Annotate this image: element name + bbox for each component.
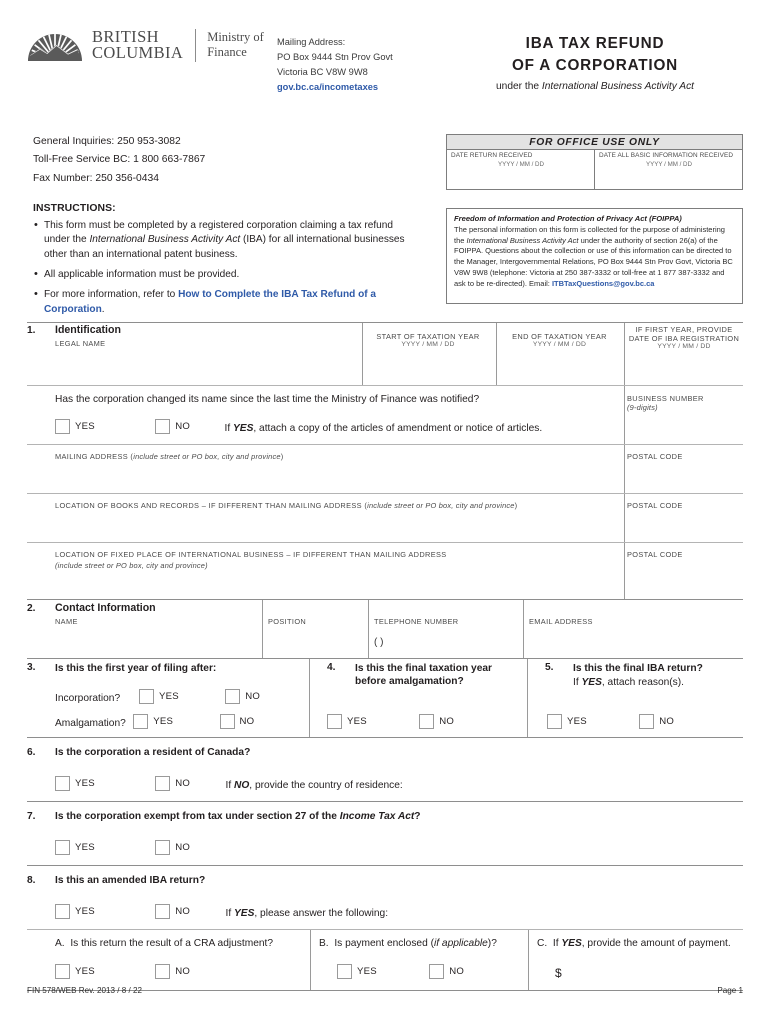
logo-line-british: BRITISH [92,27,159,47]
section-4-title-line-1: Is this the final taxation year [355,663,493,674]
section-8-yes-label: YES [75,906,95,918]
mailing-address-block [277,35,393,95]
section-8-note-emphasis: YES [234,908,255,919]
section-6-answer-group [55,775,403,793]
section-8a-yes-option[interactable] [55,963,95,981]
website-link[interactable]: gov.bc.ca/incometaxes [277,82,379,93]
business-number-label: BUSINESS NUMBER [627,394,704,403]
foippa-text-b: under the authority of section 26(a) of the FOIPPA. Questions about the collection or use of this information can be directed to the Manager, Intergovernmental Relations, PO Box 9444 Stn Prov Govt, Victoria BC V8W 9W8 (telephone: Victoria at 250 387-3332 or toll-free at 1 877 387-3332 and ask to be re-directed). Email: [454,235,733,288]
section-5-no-label: NO [659,716,675,728]
section-2-title: Contact Information [55,602,156,614]
form-body [27,322,743,991]
dollar-sign: $ [555,966,562,980]
section-5-yes-label: YES [567,716,587,728]
checkbox-icon[interactable] [547,714,562,729]
foippa-heading: Freedom of Information and Protection of Privacy Act (FOIPPA) [454,214,682,223]
start-taxation-year-field[interactable] [363,332,493,348]
general-inquiries: General Inquiries: 250 953-3082 [33,136,181,147]
section-1-title: Identification [55,324,121,336]
section-2-number: 2. [27,603,36,614]
section-3-amalgamation-row [55,713,254,731]
logo-divider [195,29,196,62]
ministry-line-2: Finance [207,45,247,59]
mailing-address-field-label: MAILING ADDRESS (include street or PO box, city and province) [55,452,284,461]
iba-registration-label-line-2: DATE OF IBA REGISTRATION [628,334,740,343]
section-3-4-5-row [27,659,743,737]
checkbox-icon[interactable] [639,714,654,729]
section-8-title: Is this an amended IBA return? [55,875,206,886]
name-change-note-c: , attach a copy of the articles of amendment or notice of articles. [253,423,543,434]
name-change-no-label: NO [175,421,191,433]
end-taxation-year-label: END OF TAXATION YEAR [512,332,607,341]
instruction-3-text-a: For more information, refer to [44,289,179,301]
contact-email-label: EMAIL ADDRESS [529,617,593,626]
divider [262,600,263,658]
checkbox-icon[interactable] [155,776,170,791]
section-6-note-emphasis: NO [234,780,250,791]
section-3-incorporation-row [55,688,260,706]
checkbox-icon[interactable] [327,714,342,729]
name-change-yes-option[interactable] [55,418,95,436]
foippa-body [454,225,736,290]
how-to-complete-link[interactable]: How to Complete the IBA Tax Refund of a Corporation [44,289,377,315]
amalgamation-no-label: NO [239,716,255,728]
section-8-no-option[interactable] [155,903,190,921]
section-6-row [27,738,743,801]
name-change-note-emphasis: YES [233,423,254,434]
date-return-received-cell[interactable] [447,150,594,190]
section-8b-no-label: NO [449,966,465,978]
amalgamation-yes-option[interactable] [133,713,173,731]
section-8a-answer-group [55,963,190,981]
section-8b-yes-label: YES [357,966,377,978]
contact-inquiries-block [33,133,205,188]
section-3-number: 3. [27,662,36,673]
instruction-item-1 [33,219,413,262]
checkbox-icon[interactable] [155,964,170,979]
section-6-note: If NO, provide the country of residence: [225,780,403,791]
ministry-name [207,30,264,61]
checkbox-icon[interactable] [55,904,70,919]
section-5-no-option[interactable] [639,713,674,731]
incorporation-no-label: NO [245,691,261,703]
checkbox-icon[interactable] [55,840,70,855]
checkbox-icon[interactable] [225,689,240,704]
office-use-box [446,134,743,190]
iba-registration-date-field[interactable] [625,325,743,350]
contact-position-label: POSITION [268,617,307,626]
section-7-no-option[interactable] [155,839,190,857]
incorporation-yes-label: YES [159,691,179,703]
date-basic-info-received-format: YYYY / MM / DD [646,161,692,168]
section-7-answer-group [55,839,190,857]
mailing-address-row [27,445,743,493]
end-taxation-year-field[interactable] [497,332,622,348]
section-4-number: 4. [327,662,336,673]
checkbox-icon[interactable] [155,840,170,855]
toll-free-service: Toll-Free Service BC: 1 800 663-7867 [33,154,206,166]
subtitle-act-name: International Business Activity Act [541,81,695,93]
divider [624,494,625,542]
form-subtitle [430,81,760,92]
section-8a-yes-label: YES [75,966,95,978]
checkbox-icon[interactable] [133,714,148,729]
fixed-place-row [27,543,743,599]
incorporation-label: Incorporation? [55,693,121,704]
date-return-received-label: DATE RETURN RECEIVED [451,152,533,159]
section-4-yes-label: YES [347,716,367,728]
section-8a-letter: A. [55,938,65,949]
section-8-note: If YES, please answer the following: [225,908,389,919]
section-5-title: Is this the final IBA return? [573,663,703,674]
foippa-notice-box [446,208,743,304]
instruction-1-text-b: (IBA) for all international businesses other than an international patent business. [44,234,405,260]
name-change-answer-group [55,418,542,436]
fixed-postal-code-label: POSTAL CODE [627,550,683,559]
checkbox-icon[interactable] [155,419,170,434]
divider [624,386,625,444]
section-1-header-row [27,323,743,385]
divider [528,930,529,990]
date-return-received-format: YYYY / MM / DD [498,161,544,168]
name-change-row [27,386,743,444]
fixed-place-field-label: LOCATION OF FIXED PLACE OF INTERNATIONAL BUSINESS – IF DIFFERENT THAN MAILING ADDRESS (include street or PO box, city and province) [55,550,447,570]
telephone-area-code-prefix[interactable]: ( ) [374,637,384,648]
books-records-field-label: LOCATION OF BOOKS AND RECORDS – IF DIFFERENT THAN MAILING ADDRESS (include street or PO box, city and province) [55,501,518,510]
checkbox-icon[interactable] [337,964,352,979]
form-title-block [430,33,760,92]
section-8-subquestions-row [27,930,743,990]
section-8c-letter: C. [537,938,548,949]
section-7-act-name: Income Tax Act [339,811,415,822]
logo-wordmark [92,29,183,60]
section-4-no-option[interactable] [419,713,454,731]
section-4-no-label: NO [439,716,455,728]
section-6-no-option[interactable] [155,775,190,793]
date-basic-info-received-cell[interactable] [594,150,742,190]
instruction-item-2: • All applicable information must be provided. [33,268,413,282]
section-8-yes-option[interactable] [55,903,95,921]
name-change-no-option[interactable] [155,418,190,436]
instructions-heading: INSTRUCTIONS: [33,203,116,214]
checkbox-icon[interactable] [429,964,444,979]
amalgamation-yes-label: YES [153,716,174,728]
books-postal-code-label: POSTAL CODE [627,501,683,510]
ministry-line-1: Ministry of [207,29,264,44]
instructions-block [33,203,413,323]
divider [310,930,311,990]
section-5-note: If YES, attach reason(s). [573,677,684,688]
books-records-row [27,494,743,542]
section-8-no-label: NO [175,906,191,918]
section-6-yes-label: YES [75,778,95,790]
contact-telephone-label: TELEPHONE NUMBER [374,617,459,626]
start-taxation-year-label: START OF TAXATION YEAR [376,332,480,341]
section-8b-yes-option[interactable] [337,963,377,981]
bc-government-logo [27,27,264,63]
mailing-address-label: Mailing Address: [277,37,346,47]
page-number: Page 1 [717,986,743,995]
business-number-field[interactable] [627,394,704,412]
incorporation-no-option[interactable] [225,688,260,706]
section-6-no-label: NO [175,778,191,790]
section-7-title: Is the corporation exempt from tax under section 27 of the Income Tax Act? [55,811,421,822]
checkbox-icon[interactable] [55,419,70,434]
section-8b-no-option[interactable] [429,963,464,981]
section-4-title-line-2: before amalgamation? [355,676,464,688]
section-7-number: 7. [27,811,36,822]
section-8-answer-group [55,903,388,921]
checkbox-icon[interactable] [139,689,154,704]
section-8-row [27,866,743,929]
page-footer [27,986,743,995]
section-8a-title: A. Is this return the result of a CRA adjustment? [55,938,274,949]
divider [523,600,524,658]
payment-amount-field[interactable] [555,966,562,980]
bc-sun-mountain-icon [27,27,83,63]
iba-registration-format: YYYY / MM / DD [657,343,711,350]
name-change-note [225,423,543,434]
start-taxation-year-format: YYYY / MM / DD [401,341,455,348]
section-7-no-label: NO [175,842,191,854]
contact-name-label: NAME [55,617,78,626]
checkbox-icon[interactable] [419,714,434,729]
divider [624,445,625,493]
divider [527,659,528,737]
section-6-yes-option[interactable] [55,775,95,793]
form-title-line-1: IBA TAX REFUND [525,35,665,52]
section-5-number: 5. [545,662,554,673]
section-8b-letter: B. [319,938,329,949]
page-header [0,0,770,110]
end-taxation-year-format: YYYY / MM / DD [532,341,587,348]
foippa-email-link[interactable]: ITBTaxQuestions@gov.bc.ca [551,278,655,288]
section-7-row [27,802,743,865]
business-number-sub-label: (9-digits) [627,403,658,412]
form-title-line-2: OF A CORPORATION [511,56,679,74]
amalgamation-label: Amalgamation? [55,718,126,729]
section-7-yes-label: YES [75,842,95,854]
section-6-number: 6. [27,747,36,758]
section-8-number: 8. [27,875,36,886]
section-8c-emphasis: YES [561,938,582,949]
foippa-text-a: The personal information on this form is collected for the purpose of administering the [454,224,725,245]
checkbox-icon[interactable] [55,964,70,979]
section-4-yes-option[interactable] [327,713,367,731]
section-8b-title: B. Is payment enclosed (if applicable)? [319,938,497,949]
instruction-1-text-a: This form must be completed by a registered corporation claiming a tax refund under the [44,220,393,246]
mailing-address-line2: Victoria BC V8W 9W8 [277,67,368,78]
iba-registration-label-line-1: IF FIRST YEAR, PROVIDE [635,325,733,334]
instruction-1-act-name: International Business Activity Act [89,234,241,246]
section-3-title: Is this the first year of filing after: [55,663,217,674]
fax-number: Fax Number: 250 356-0434 [33,172,159,184]
divider [368,600,369,658]
amalgamation-no-option[interactable] [220,713,255,731]
section-5-answer-group [547,713,674,731]
legal-name-label: LEGAL NAME [55,339,106,348]
section-5-note-emphasis: YES [581,677,602,688]
section-4-answer-group [327,713,454,731]
section-6-title: Is the corporation a resident of Canada? [55,747,251,758]
instruction-item-3 [33,288,413,317]
name-change-yes-label: YES [75,421,95,433]
section-1-number: 1. [27,325,36,336]
divider [309,659,310,737]
name-change-note-a: If [224,423,233,434]
section-2-row [27,600,743,658]
checkbox-icon[interactable] [155,904,170,919]
section-7-yes-option[interactable] [55,839,95,857]
mailing-address-line1: PO Box 9444 Stn Prov Govt [277,52,393,63]
mailing-postal-code-label: POSTAL CODE [627,452,683,461]
section-4-title [355,662,492,689]
office-use-heading: FOR OFFICE USE ONLY [447,135,742,150]
section-5-yes-option[interactable] [547,713,587,731]
logo-line-columbia: COLUMBIA [92,43,184,62]
section-8a-no-option[interactable] [155,963,190,981]
foippa-act-name: International Business Activity Act [466,235,579,245]
incorporation-yes-option[interactable] [139,688,179,706]
form-identifier: FIN 578/WEB Rev. 2013 / 8 / 22 [27,986,143,995]
section-8b-answer-group [337,963,464,981]
checkbox-icon[interactable] [220,714,235,729]
section-8c-title: C. If YES, provide the amount of payment. [537,938,731,949]
section-8a-no-label: NO [175,966,191,978]
checkbox-icon[interactable] [55,776,70,791]
name-change-question: Has the corporation changed its name since the last time the Ministry of Finance was notified? [55,394,480,405]
instruction-3-text-b: . [101,303,105,315]
divider [624,543,625,599]
subtitle-prefix: under the [495,81,542,93]
date-basic-info-received-label: DATE ALL BASIC INFORMATION RECEIVED [599,152,734,159]
instructions-list [33,219,413,317]
